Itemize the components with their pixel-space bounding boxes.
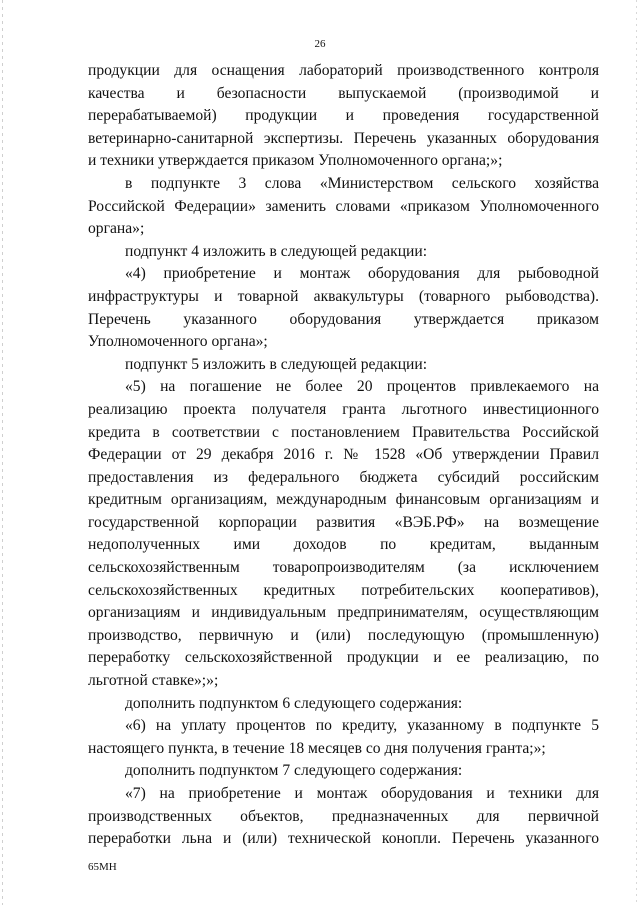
text-line: инфраструктуры и товарной аквакультуры (товарного рыбоводства). xyxy=(88,287,599,305)
text-line: Федерации от 29 декабря 2016 г. № 1528 «Об утверждении Правил xyxy=(88,446,599,464)
text-line: государственной корпорации развития «ВЭБ.РФ» на возмещение xyxy=(88,513,599,531)
text-line: кредитным организациям, международным финансовым организациям и xyxy=(88,491,599,509)
scan-left-edge xyxy=(2,0,3,905)
text-line: сельскохозяйственных кредитных потребительских кооперативов), xyxy=(88,581,599,599)
text-line: сельскохозяйственным товаропроизводителям (за исключением xyxy=(88,559,599,577)
text-line: в подпункте 3 слова «Министерством сельского хозяйства xyxy=(125,174,599,192)
text-line: недополученных ими доходов по кредитам, выданным xyxy=(88,536,599,554)
text-line: и техники утверждается приказом Уполномоченного органа;»; xyxy=(88,152,503,170)
text-line: органа»; xyxy=(88,220,145,238)
text-line: «7) на приобретение и монтаж оборудования и техники для xyxy=(125,785,599,802)
text-line: подпункт 5 изложить в следующей редакции: xyxy=(125,355,428,373)
document-code: 65МН xyxy=(88,861,117,873)
text-line: продукции для оснащения лабораторий производственного контроля xyxy=(88,62,599,79)
text-line: «4) приобретение и монтаж оборудования для рыбоводной xyxy=(125,265,599,283)
text-line: дополнить подпунктом 7 следующего содержания: xyxy=(125,762,463,780)
text-line: настоящего пункта, в течение 18 месяцев со дня получения гранта;»; xyxy=(88,739,546,757)
text-line: переработку сельскохозяйственной продукции и ее реализацию, по xyxy=(88,649,599,667)
document-body xyxy=(88,60,599,851)
text-line: перерабатываемой) продукции и проведения государственной xyxy=(88,107,599,125)
text-line: переработки льна и (или) технической конопли. Перечень указанного xyxy=(88,830,599,848)
text-line: дополнить подпунктом 6 следующего содержания: xyxy=(125,694,463,712)
text-line: производственных объектов, предназначенных для первичной xyxy=(88,807,599,825)
text-line: Уполномоченного органа»; xyxy=(88,333,268,351)
text-line: кредита в соответствии с постановлением Правительства Российской xyxy=(88,423,599,441)
text-line: «6) на уплату процентов по кредиту, указанному в подпункте 5 xyxy=(125,717,599,735)
text-line: качества и безопасности выпускаемой (производимой и xyxy=(88,84,599,102)
text-line: производство, первичную и (или) последующую (промышленную) xyxy=(88,626,599,644)
page-number: 26 xyxy=(314,38,326,50)
text-line: Перечень указанного оборудования утверждается приказом xyxy=(88,310,599,328)
text-line: Российской Федерации» заменить словами «приказом Уполномоченного xyxy=(88,197,599,215)
text-line: подпункт 4 изложить в следующей редакции: xyxy=(125,242,428,260)
text-line: льготной ставке»;»; xyxy=(88,672,219,690)
scan-right-edge xyxy=(636,0,637,905)
text-line: реализацию проекта получателя гранта льготного инвестиционного xyxy=(88,400,599,418)
text-line: предоставления из федерального бюджета субсидий российским xyxy=(88,468,599,486)
text-line: «5) на погашение не более 20 процентов привлекаемого на xyxy=(125,378,599,396)
text-line: организациям и индивидуальным предпринимателям, осуществляющим xyxy=(88,604,599,622)
text-line: ветеринарно-санитарной экспертизы. Перечень указанных оборудования xyxy=(88,129,599,147)
